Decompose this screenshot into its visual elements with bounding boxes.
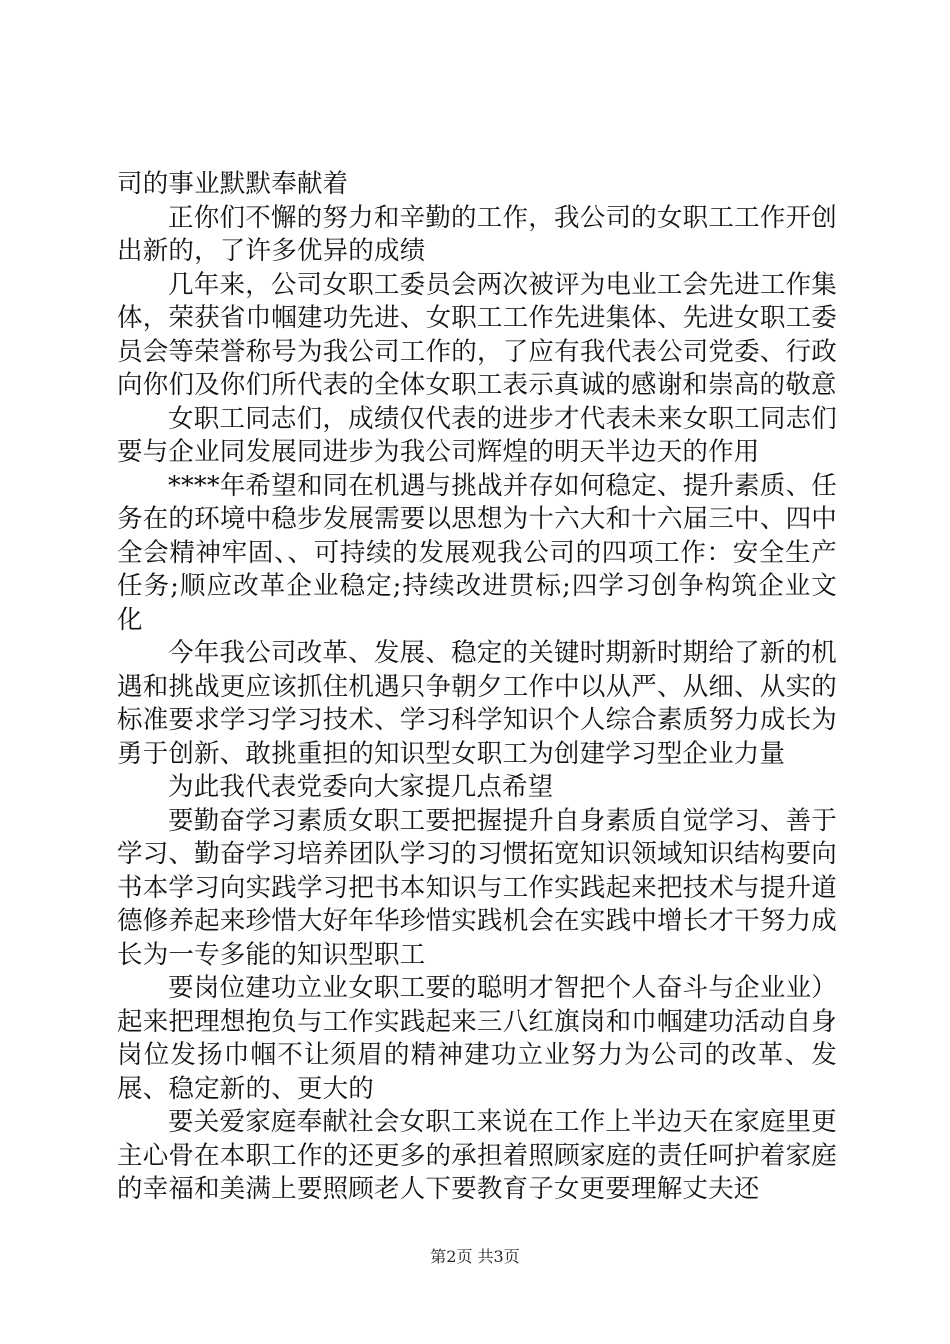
page-footer: [0, 1244, 950, 1267]
paragraph: 女职工同志们，成绩仅代表的进步才代表未来女职工同志们要与企业同发展同进步为我公司辉煌的明天半边天的作用: [117, 403, 837, 467]
paragraph: 正你们不懈的努力和辛勤的工作，我公司的女职工工作开创出新的，了许多优异的成绩: [117, 202, 837, 266]
paragraph-continuation: 司的事业默默奉献着: [117, 169, 349, 199]
paragraph: 要关爱家庭奉献社会女职工来说在工作上半边天在家庭里更主心骨在本职工作的还更多的承担着照顾家庭的责任呵护着家庭的幸福和美满上要照顾老人下要教育子女更要理解丈夫还: [117, 1107, 837, 1204]
paragraph: 今年我公司改革、发展、稳定的关键时期新时期给了新的机遇和挑战更应该抓住机遇只争朝夕工作中以从严、从细、从实的标准要求学习学习技术、学习科学知识个人综合素质努力成长为勇于创新、敢挑重担的知识型女职工为创建学习型企业力量: [117, 638, 837, 769]
document-body: [117, 168, 837, 1207]
page-number: 第2页 共3页: [430, 1247, 520, 1266]
paragraph: 要勤奋学习素质女职工要把握提升自身素质自觉学习、善于学习、勤奋学习培养团队学习的习惯拓宽知识领域知识结构要向书本学习向实践学习把书本知识与工作实践起来把技术与提升道德修养起来珍惜大好年华珍惜实践机会在实践中增长才干努力成长为一专多能的知识型职工: [117, 805, 837, 970]
paragraph: 几年来，公司女职工委员会两次被评为电业工会先进工作集体，荣获省巾帼建功先进、女职工工作先进集体、先进女职工委员会等荣誉称号为我公司工作的，了应有我代表公司党委、行政向你们及你们所代表的全体女职工表示真诚的感谢和崇高的敬意: [117, 269, 837, 400]
paragraph: 为此我代表党委向大家提几点希望: [168, 772, 554, 802]
paragraph: ****年希望和同在机遇与挑战并存如何稳定、提升素质、任务在的环境中稳步发展需要以思想为十六大和十六届三中、四中全会精神牢固、、可持续的发展观我公司的四项工作：安全生产任务;顺应改革企业稳定;持续改进贯标;四学习创争构筑企业文化: [117, 470, 837, 635]
paragraph: 要岗位建功立业女职工要的聪明才智把个人奋斗与企业业）起来把理想抱负与工作实践起来三八红旗岗和巾帼建功活动自身岗位发扬巾帼不让须眉的精神建功立业努力为公司的改革、发展、稳定新的、更大的: [117, 973, 837, 1104]
